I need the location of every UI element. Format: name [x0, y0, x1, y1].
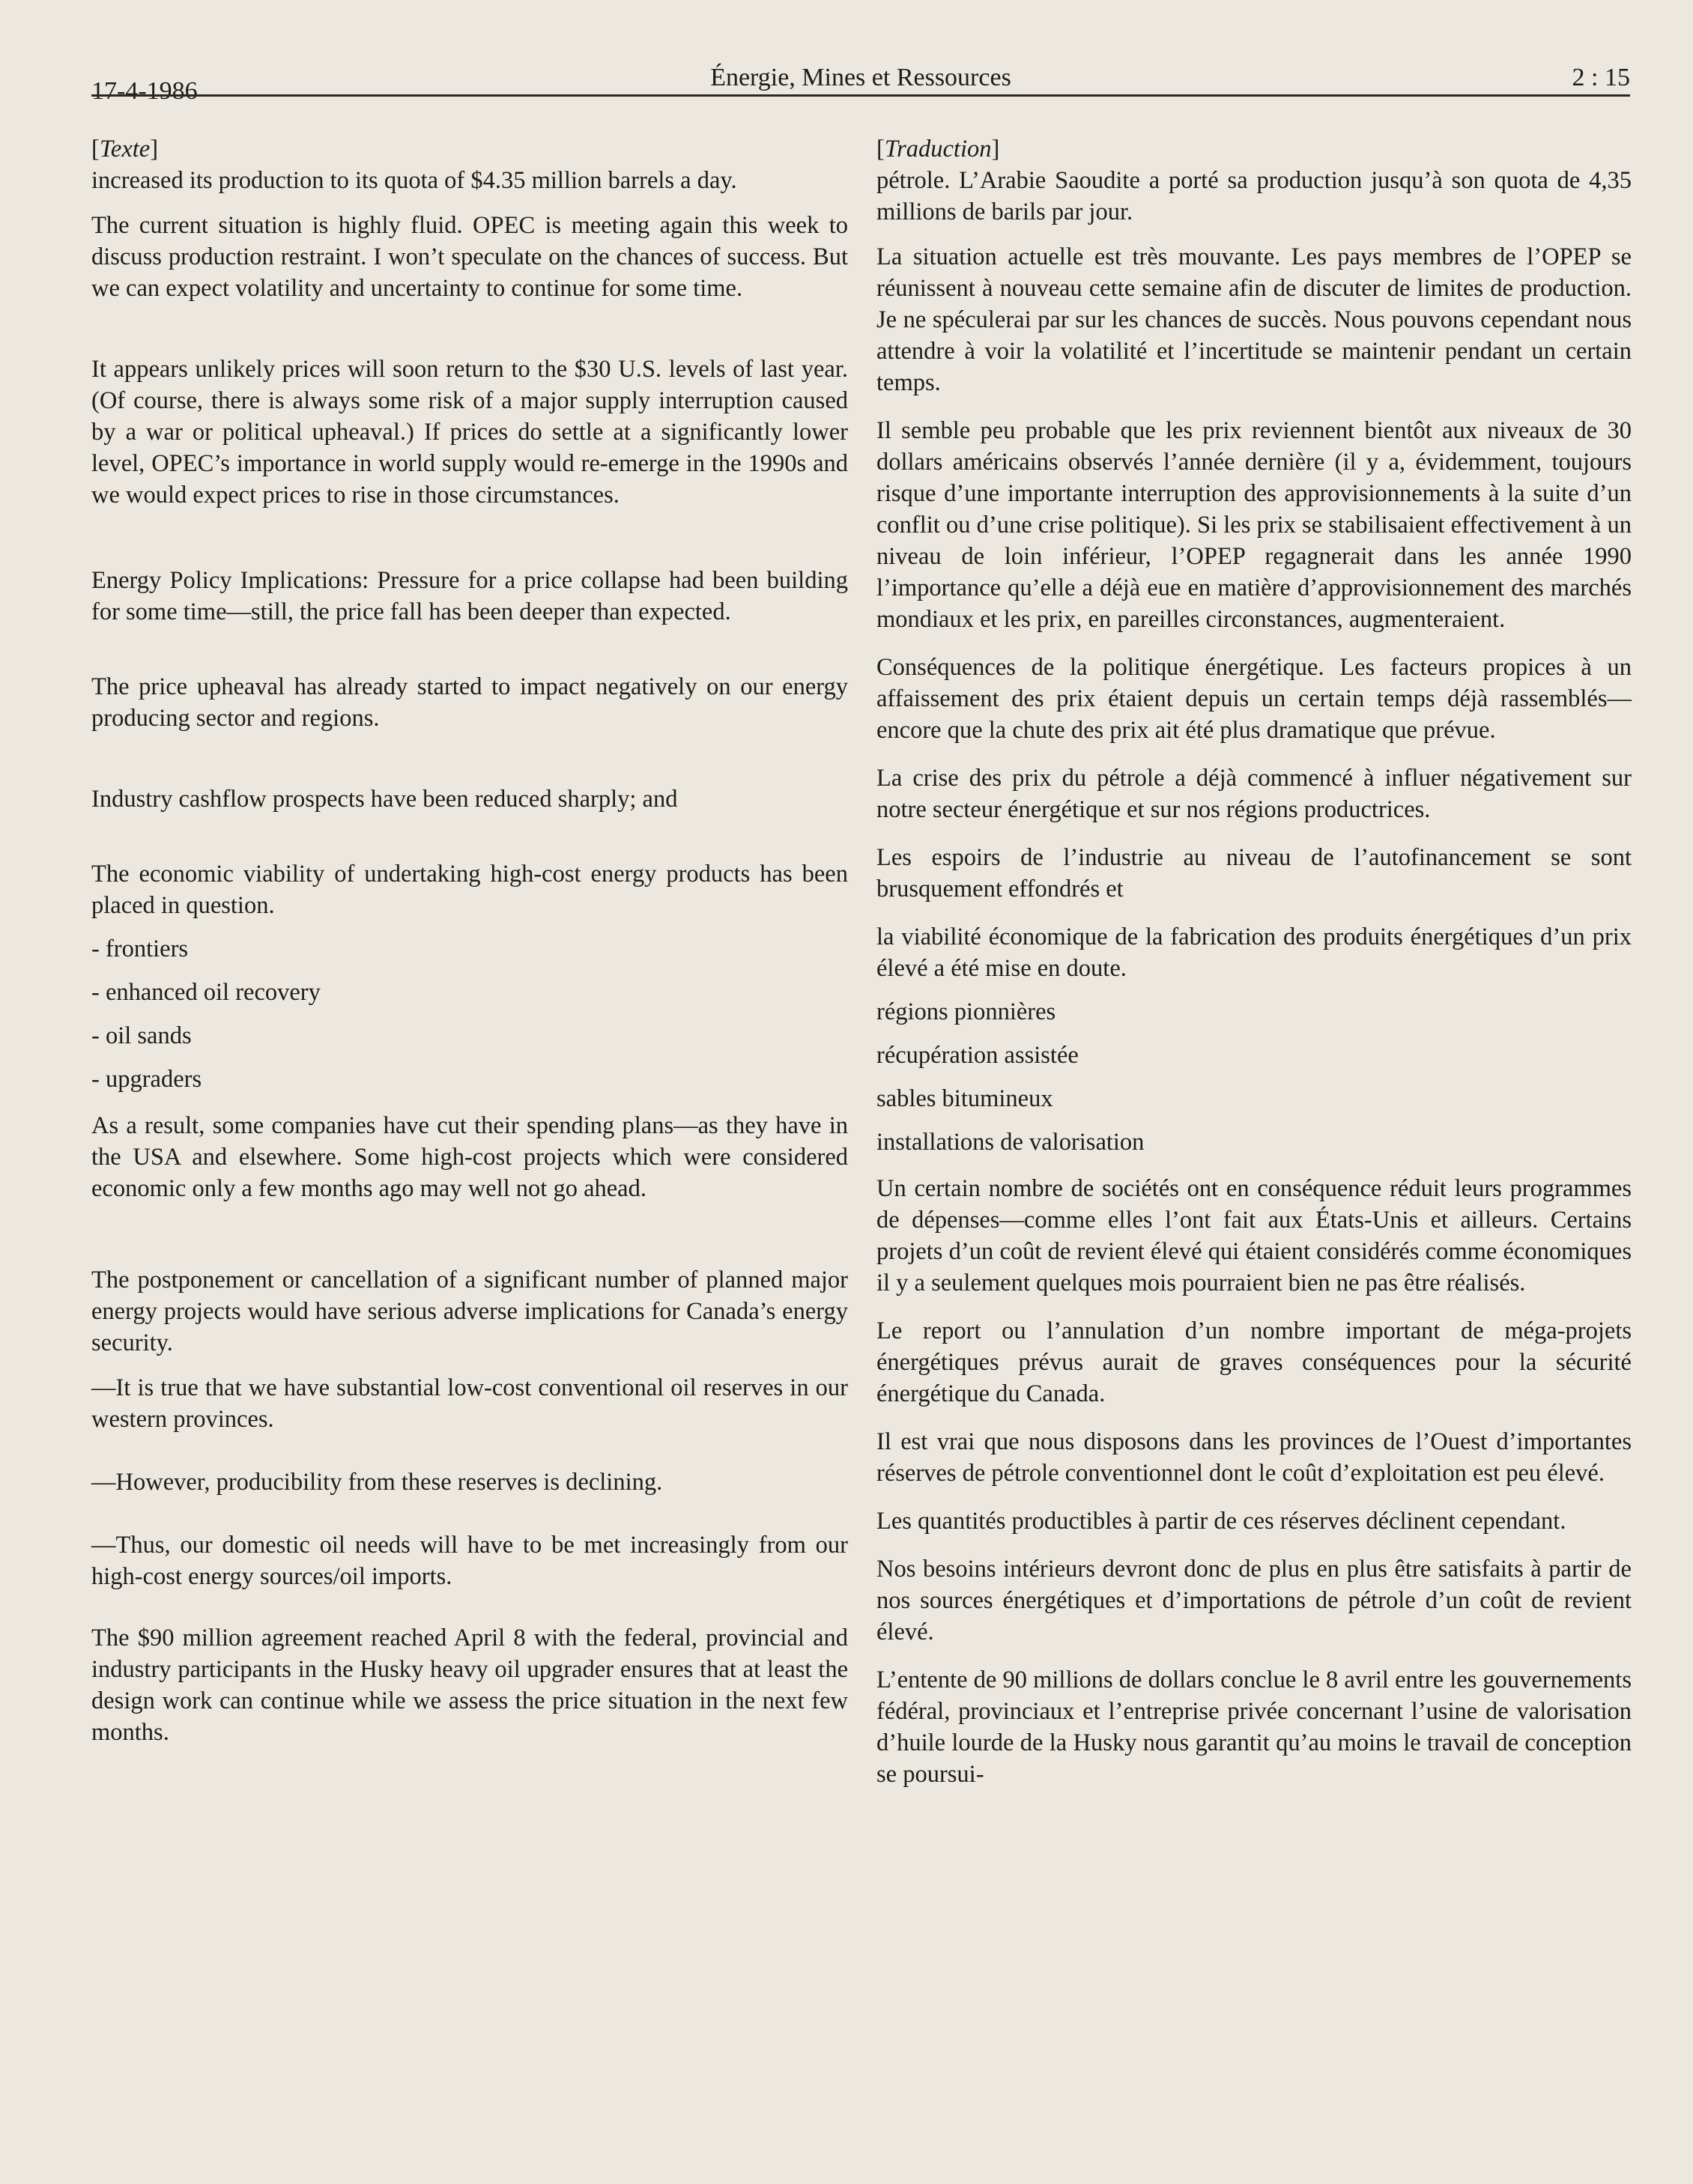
paragraph: L’entente de 90 millions de dollars conclue le 8 avril entre les gouvernements fédéral, provinciaux et l’entreprise privée concernant l’usine de valorisation d’huile lourde de la Husky nous garantit qu’au moins le travail de conception se poursui-	[876, 1666, 1632, 1788]
list-item: - upgraders	[91, 1066, 202, 1093]
list-item: sables bitumineux	[876, 1085, 1053, 1112]
paragraph: Les espoirs de l’industrie au niveau de l’autofinancement se sont brusquement effondrés et	[876, 844, 1632, 903]
paragraph: It appears unlikely prices will soon return to the $30 U.S. levels of last year. (Of course, there is always some risk of a major supply interruption caused by a war or political upheaval.) If prices do settle at a significantly lower level, OPEC’s importance in world supply would re-emerge in the 1990s and we would expect prices to rise in those circumstances.	[91, 356, 848, 509]
paragraph: La situation actuelle est très mouvante. Les pays membres de l’OPEP se réunissent à nouveau cette semaine afin de discuter de limites de production. Je ne spéculerai par sur les chances de succès. Nous pouvons cependant nous attendre à voir la volatilité et l’incertitude se maintenir pendant un certain temps.	[876, 243, 1632, 396]
paragraph: —Thus, our domestic oil needs will have to be met increasingly from our high-cost energy sources/oil imports.	[91, 1532, 848, 1590]
paragraph: Un certain nombre de sociétés ont en conséquence réduit leurs programmes de dépenses—comme elles l’ont fait aux États-Unis et ailleurs. Certains projets d’un coût de revient élevé qui étaient considérés comme économiques il y a seulement quelques mois pourraient bien ne pas être réalisés.	[876, 1175, 1632, 1296]
header-title: Énergie, Mines et Ressources	[710, 64, 1011, 91]
paragraph: The postponement or cancellation of a significant number of planned major energy projects would have serious adverse implications for Canada’s energy security.	[91, 1267, 848, 1356]
paragraph: Conséquences de la politique énergétique. Les facteurs propices à un affaissement des prix étaient depuis un certain temps déjà rassemblés—encore que la chute des prix ait été plus dramatique que prévue.	[876, 654, 1632, 744]
header-page-number: 2 : 15	[1572, 64, 1630, 91]
paragraph: Nos besoins intérieurs devront donc de plus en plus être satisfaits à partir de nos sources énergétiques et d’importations de pétrole d’un coût de revient élevé.	[876, 1556, 1632, 1645]
paragraph: —However, producibility from these reserves is declining.	[91, 1469, 663, 1496]
list-item: - enhanced oil recovery	[91, 979, 321, 1006]
paragraph: Il est vrai que nous disposons dans les provinces de l’Ouest d’importantes réserves de pétrole conventionnel dont le coût d’exploitation est peu élevé.	[876, 1428, 1632, 1487]
paragraph: la viabilité économique de la fabrication des produits énergétiques d’un prix élevé a été mise en doute.	[876, 923, 1632, 982]
paragraph: Les quantités productibles à partir de ces réserves déclinent cependant.	[876, 1508, 1566, 1535]
paragraph: increased its production to its quota of $4.35 million barrels a day.	[91, 167, 737, 194]
paragraph: As a result, some companies have cut their spending plans—as they have in the USA and elsewhere. Some high-cost projects which were considered economic only a few months ago may well not go ahead.	[91, 1112, 848, 1202]
paragraph: The current situation is highly fluid. OPEC is meeting again this week to discuss production restraint. I won’t speculate on the chances of success. But we can expect volatility and uncertainty to continue for some time.	[91, 212, 848, 302]
english-column-label: [Texte]	[91, 136, 159, 163]
page-header	[91, 58, 1630, 105]
paragraph: La crise des prix du pétrole a déjà commencé à influer négativement sur notre secteur énergétique et sur nos régions productrices.	[876, 765, 1632, 823]
paragraph: Energy Policy Implications: Pressure for a price collapse had been building for some time—still, the price fall has been deeper than expected.	[91, 567, 848, 625]
list-item: régions pionnières	[876, 998, 1056, 1025]
french-column	[876, 133, 1632, 1790]
paragraph: pétrole. L’Arabie Saoudite a porté sa production jusqu’à son quota de 4,35 millions de barils par jour.	[876, 167, 1632, 225]
list-item: récupération assistée	[876, 1042, 1079, 1069]
header-date: 17-4-1986	[91, 77, 198, 105]
paragraph: The economic viability of undertaking high-cost energy products has been placed in question.	[91, 861, 848, 919]
french-column-label: [Traduction]	[876, 136, 1000, 163]
paragraph: Industry cashflow prospects have been reduced sharply; and	[91, 786, 678, 813]
paragraph: Il semble peu probable que les prix reviennent bientôt aux niveaux de 30 dollars américains observés l’année dernière (il y a, évidemment, toujours risque d’une importante interruption des approvisionnements à la suite d’un conflit ou d’une crise politique). Si les prix se stabilisaient effectivement à un niveau de loin inférieur, l’OPEP regagnerait dans les année 1990 l’importance qu’elle a déjà eue en matière d’approvisionnement des marchés mondiaux et les prix, en pareilles circonstances, augmenteraient.	[876, 417, 1632, 633]
paragraph: —It is true that we have substantial low-cost conventional oil reserves in our western provinces.	[91, 1374, 848, 1433]
list-item: installations de valorisation	[876, 1129, 1145, 1156]
list-item: - frontiers	[91, 935, 189, 962]
english-column	[91, 133, 848, 1748]
paragraph: Le report ou l’annulation d’un nombre important de méga-projets énergétiques prévus aurait de graves conséquences pour la sécurité énergétique du Canada.	[876, 1317, 1632, 1407]
paragraph: The $90 million agreement reached April 8 with the federal, provincial and industry participants in the Husky heavy oil upgrader ensures that at least the design work can continue while we assess the price situation in the next few months.	[91, 1625, 848, 1746]
header-rule	[91, 94, 1630, 97]
list-item: - oil sands	[91, 1022, 192, 1049]
paragraph: The price upheaval has already started to impact negatively on our energy producing sector and regions.	[91, 673, 848, 732]
